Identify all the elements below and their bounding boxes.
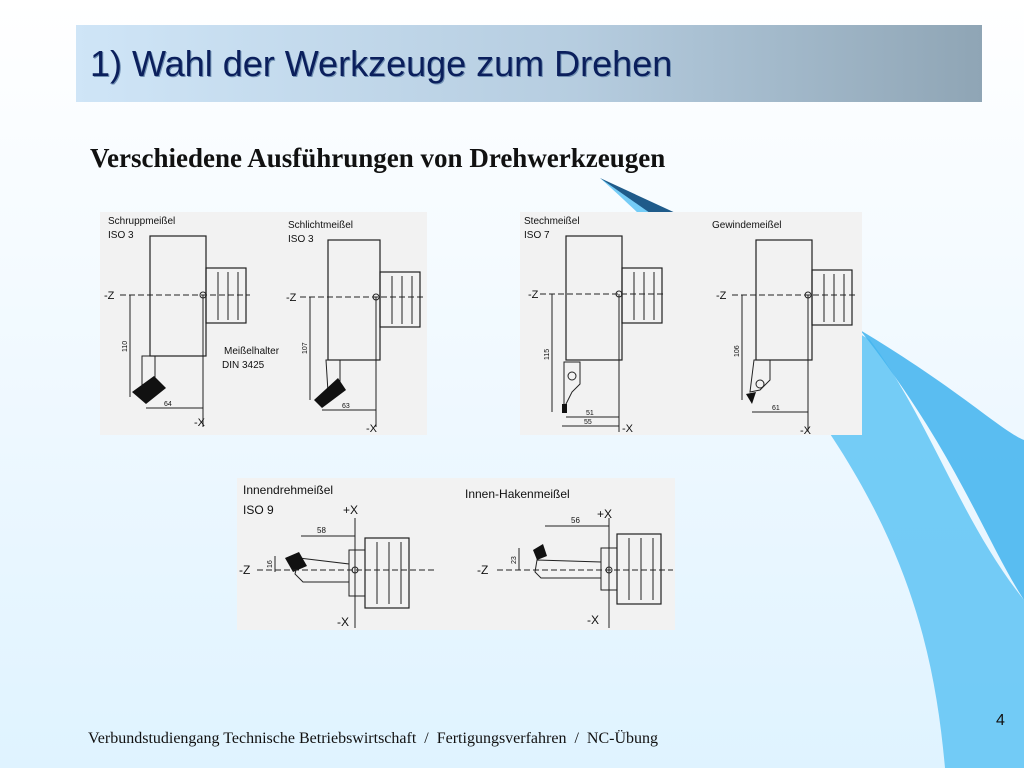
schrupp-z-label: -Z (104, 290, 115, 302)
schrupp-dim-h: 64 (164, 401, 172, 408)
haken-dim-v: 23 (511, 556, 518, 564)
stech-dim-v: 115 (544, 348, 551, 360)
stech-insert (562, 404, 567, 413)
page-number: 4 (996, 712, 1005, 729)
haken-boring-bar (535, 560, 601, 578)
gewinde-z-label: -Z (716, 290, 727, 302)
slide-title: 1) Wahl der Werkzeuge zum Drehen (90, 43, 673, 84)
gewinde-holder-screw (756, 380, 764, 388)
title-bar (76, 25, 982, 102)
innendreh-workpiece (365, 538, 409, 608)
schlicht-iso: ISO 3 (288, 234, 314, 245)
holder-label-2: DIN 3425 (222, 360, 265, 371)
schlicht-dim-v: 107 (302, 342, 309, 354)
schrupp-name: Schruppmeißel (108, 216, 176, 227)
innendreh-dim-v: 16 (267, 560, 274, 568)
holder-label-1: Meißelhalter (224, 346, 280, 357)
gewinde-name: Gewindemeißel (712, 220, 782, 231)
innendreh-insert (285, 552, 307, 572)
stech-workpiece (622, 268, 662, 323)
innendreh-z-label: -Z (239, 563, 251, 577)
gewinde-workpiece (812, 270, 852, 325)
innendreh-dim-h: 58 (317, 526, 326, 535)
stech-z-label: -Z (528, 289, 539, 301)
schrupp-insert (132, 376, 166, 404)
grooving-threading-drawing (520, 212, 862, 435)
footer-text: Verbundstudiengang Technische Betriebswirtschaft / Fertigungsverfahren / NC-Übung (88, 730, 659, 747)
schrupp-x-label: -X (194, 417, 205, 429)
schrupp-chuck (150, 236, 206, 356)
innendreh-iso: ISO 9 (243, 503, 274, 517)
outer-tools-drawing (100, 212, 427, 435)
gewinde-tool-holder (750, 360, 770, 392)
innendreh-bar-holder (349, 550, 365, 596)
stech-name: Stechmeißel (524, 216, 580, 227)
stech-dim-h1: 51 (586, 410, 594, 417)
stech-holder-screw (568, 372, 576, 380)
haken-dim-h: 56 (571, 516, 580, 525)
schlicht-workpiece (380, 272, 420, 327)
haken-plus-x: +X (597, 507, 613, 521)
innendreh-name: Innendrehmeißel (243, 483, 334, 497)
stech-iso: ISO 7 (524, 230, 550, 241)
gewinde-dim-v: 106 (734, 345, 741, 357)
drawing-panel-grooving-threading (520, 212, 862, 435)
inner-tools-drawing (237, 478, 675, 630)
stech-tool-holder (564, 362, 580, 408)
schrupp-iso: ISO 3 (108, 230, 134, 241)
haken-workpiece (617, 534, 661, 604)
schlicht-z-label: -Z (286, 292, 297, 304)
gewinde-dim-h: 61 (772, 405, 780, 412)
gewinde-chuck (756, 240, 812, 360)
schlicht-x-label: -X (366, 423, 377, 435)
drawing-panel-inner-tools (237, 478, 675, 630)
stech-x-label: -X (622, 423, 633, 435)
haken-x-label: -X (587, 613, 599, 627)
haken-insert (533, 544, 547, 560)
slide-subtitle: Verschiedene Ausführungen von Drehwerkzeugen (90, 143, 666, 173)
drawing-panel-outer-tools (100, 212, 427, 435)
stech-chuck (566, 236, 622, 360)
gewinde-insert (746, 392, 756, 404)
innendreh-x-label: -X (337, 615, 349, 629)
innendreh-plus-x: +X (343, 503, 359, 517)
schrupp-dim-v: 110 (122, 340, 129, 352)
haken-name: Innen-Hakenmeißel (465, 487, 570, 501)
schlicht-chuck (328, 240, 380, 360)
schlicht-dim-h: 63 (342, 403, 350, 410)
gewinde-x-label: -X (800, 425, 811, 435)
haken-z-label: -Z (477, 563, 489, 577)
stech-dim-h2: 55 (584, 419, 592, 426)
schlicht-name: Schlichtmeißel (288, 220, 354, 231)
